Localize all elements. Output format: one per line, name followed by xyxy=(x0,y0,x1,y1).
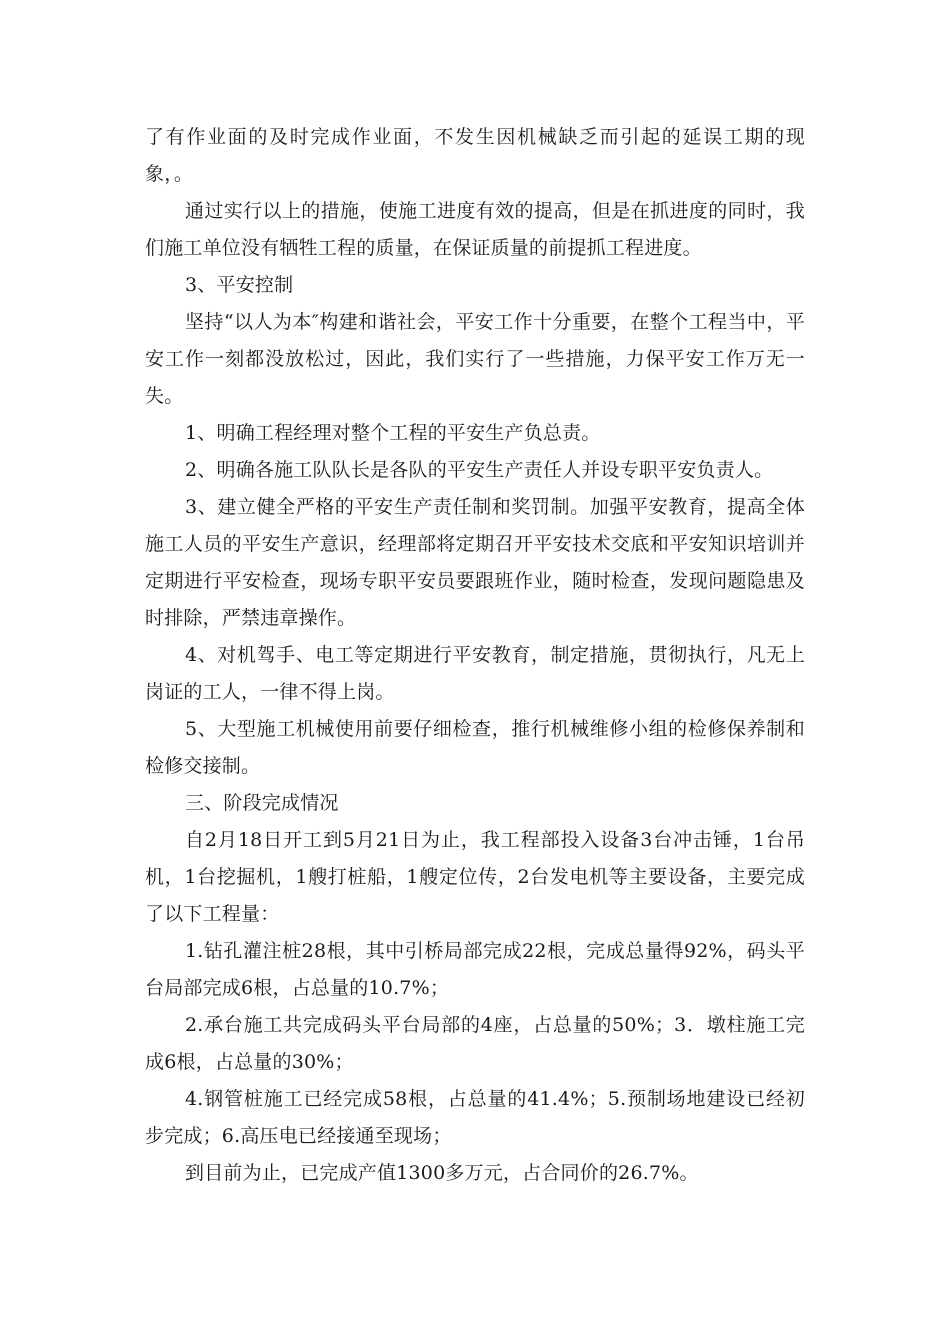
paragraph-output-value: 到目前为止，已完成产值1300多万元，占合同价的26.7%。 xyxy=(185,1162,699,1184)
section-heading-stage-completion: 三、阶段完成情况 xyxy=(185,792,339,814)
list-item-safety-4: 4、对机驾手、电工等定期进行平安教育，制定措施，贯彻执行，凡无上岗证的工人，一律不得上岗。 xyxy=(145,644,805,703)
paragraph-safety-intro: 坚持“以人为本″构建和谐社会，平安工作十分重要，在整个工程当中，平安工作一刻都没放松过，因此，我们实行了一些措施，力保平安工作万无一失。 xyxy=(145,311,805,407)
list-item-safety-1: 1、明确工程经理对整个工程的平安生产负总责。 xyxy=(185,422,601,444)
list-item-safety-3: 3、建立健全严格的平安生产责任制和奖罚制。加强平安教育，提高全体施工人员的平安生产意识，经理部将定期召开平安技术交底和平安知识培训并定期进行平安检查，现场专职平安员要跟班作业，随时检查，发现问题隐患及时排除，严禁违章操作。 xyxy=(145,496,805,629)
list-item-work-2: 2.承台施工共完成码头平台局部的4座，占总量的50%；3．墩柱施工完成6根，占总量的30%； xyxy=(145,1014,805,1073)
list-item-work-1: 1.钻孔灌注桩28根，其中引桥局部完成22根，完成总量得92%，码头平台局部完成6根，占总量的10.7%； xyxy=(145,940,805,999)
list-item-safety-5: 5、大型施工机械使用前要仔细检查，推行机械维修小组的检修保养制和检修交接制。 xyxy=(145,718,805,777)
list-item-safety-2: 2、明确各施工队队长是各队的平安生产责任人并设专职平安负责人。 xyxy=(185,459,774,481)
list-item-work-4: 4.钢管桩施工已经完成58根，占总量的41.4%；5.预制场地建设已经初步完成；6.高压电已经接通至现场； xyxy=(145,1088,805,1147)
document-body xyxy=(145,119,805,1192)
section-heading-safety-control: 3、平安控制 xyxy=(185,274,294,296)
paragraph-progress-summary: 通过实行以上的措施，使施工进度有效的提高，但是在抓进度的同时，我们施工单位没有牺牲工程的质量，在保证质量的前提抓工程进度。 xyxy=(145,200,805,259)
paragraph-equipment: 自2月18日开工到5月21日为止，我工程部投入设备3台冲击锤，1台吊机，1台挖掘机，1艘打桩船，1艘定位传，2台发电机等主要设备，主要完成了以下工程量： xyxy=(145,829,805,925)
paragraph-continuation: 了有作业面的及时完成作业面，不发生因机械缺乏而引起的延误工期的现象，。 xyxy=(145,126,805,185)
